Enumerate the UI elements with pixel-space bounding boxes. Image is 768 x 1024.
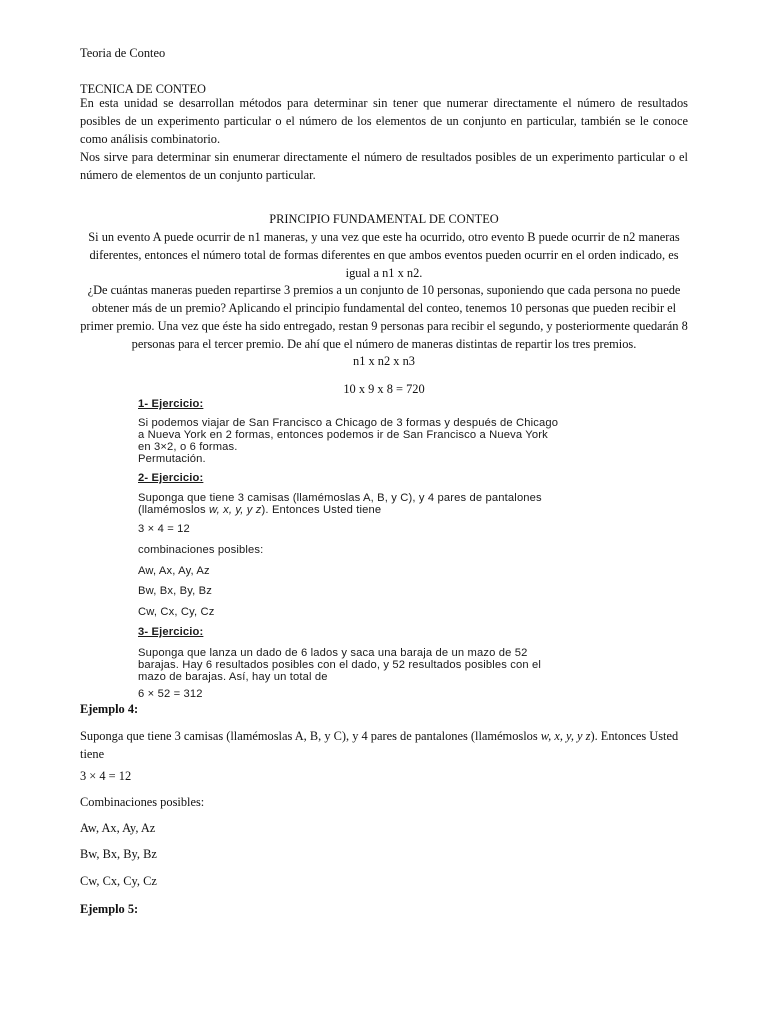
- exercise-1-line: Si podemos viajar de San Francisco a Chicago de 3 formas y después de Chicago: [138, 417, 559, 429]
- exercise-3-line: barajas. Hay 6 resultados posibles con el dado, y 52 resultados posibles con el: [138, 659, 542, 671]
- exercise-1-line: Permutación.: [138, 453, 206, 465]
- paragraph-principio-1: Si un evento A puede ocurrir de n1 maneras, y una vez que este ha ocurrido, otro evento B puede ocurrir de n2 maneras diferentes, entonces el número total de formas diferentes en que ambos eventos pueden ocurrir en el orden indicado, es igual a n1 x n2.: [88, 230, 680, 280]
- section-heading-principio: PRINCIPIO FUNDAMENTAL DE CONTEO: [269, 212, 499, 226]
- exercise-3-line: mazo de barajas. Así, hay un total de: [138, 671, 328, 683]
- ejemplo-4-combo: Bw, Bx, By, Bz: [80, 847, 157, 861]
- ejemplo-5-title: Ejemplo 5:: [80, 902, 139, 916]
- exercise-1-title: 1- Ejercicio:: [138, 398, 204, 410]
- exercise-2-calc: 3 × 4 = 12: [138, 523, 190, 535]
- paragraph-tecnica-1: En esta unidad se desarrollan métodos para determinar sin tener que numerar directamente el número de resultados posibles de un experimento particular o el número de los elementos de un conjunto en particular, también se le conoce como análisis combinatorio.: [80, 96, 688, 146]
- exercise-1-line: en 3×2, o 6 formas.: [138, 441, 238, 453]
- ejemplo-4-combo: Cw, Cx, Cy, Cz: [80, 874, 157, 888]
- exercise-2-line2-vars: w, x, y, y z: [208, 504, 262, 516]
- exercise-3-line: Suponga que lanza un dado de 6 lados y saca una baraja de un mazo de 52: [138, 647, 528, 659]
- ejemplo-4-calc: 3 × 4 = 12: [80, 769, 132, 783]
- exercise-2-line: Suponga que tiene 3 camisas (llamémoslas A, B, y C), y 4 pares de pantalones: [138, 492, 542, 504]
- exercise-2-combos-label: combinaciones posibles:: [138, 544, 264, 556]
- document-page: [80, 0, 688, 1024]
- exercise-2-line2-post: ). Entonces Usted tiene: [261, 504, 382, 516]
- paragraph-tecnica-2: Nos sirve para determinar sin enumerar directamente el número de resultados posibles de un experimento particular o el número de elementos de un conjunto particular.: [80, 150, 688, 182]
- exercise-3-title: 3- Ejercicio:: [138, 626, 204, 638]
- ejemplo-4-text-vars: w, x, y, y z: [540, 729, 591, 743]
- ejemplo-4-title: Ejemplo 4:: [80, 702, 139, 716]
- formula-principio: n1 x n2 x n3: [353, 354, 415, 368]
- exercise-2-combo: Aw, Ax, Ay, Az: [138, 565, 210, 577]
- ejemplo-4-text-post: ). Entonces Usted tiene: [80, 729, 679, 761]
- section-heading-tecnica: TECNICA DE CONTEO: [80, 82, 206, 96]
- exercise-2-line2-pre: (llamémoslos: [138, 504, 209, 516]
- exercise-3-calc: 6 × 52 = 312: [138, 688, 203, 700]
- exercise-2-title: 2- Ejercicio:: [138, 472, 204, 484]
- ejemplo-4-text-pre: Suponga que tiene 3 camisas (llamémoslas A, B, y C), y 4 pares de pantalones (llamémoslos: [80, 729, 541, 743]
- result-principio: 10 x 9 x 8 = 720: [343, 382, 425, 396]
- ejemplo-4-combos-label: Combinaciones posibles:: [80, 795, 205, 809]
- exercise-2-combo: Bw, Bx, By, Bz: [138, 585, 213, 597]
- exercise-2-combo: Cw, Cx, Cy, Cz: [138, 606, 215, 618]
- document-title: Teoria de Conteo: [80, 46, 166, 60]
- exercise-1-line: a Nueva York en 2 formas, entonces podemos ir de San Francisco a Nueva York: [138, 429, 548, 441]
- ejemplo-4-text: [80, 727, 688, 763]
- ejemplo-4-combo: Aw, Ax, Ay, Az: [80, 821, 156, 835]
- exercise-2-line: [138, 504, 658, 516]
- paragraph-principio-2: ¿De cuántas maneras pueden repartirse 3 premios a un conjunto de 10 personas, suponiendo que cada persona no puede obtener más de un premio? Aplicando el principio fundamental del conteo, tenemos 10 personas que pueden recibir el primer premio. Una vez que éste ha sido entregado, restan 9 personas para recibir el segundo, y posteriormente quedarán 8 personas para el tercer premio. De ahí que el número de maneras distintas de repartir los tres premios.: [80, 283, 688, 351]
